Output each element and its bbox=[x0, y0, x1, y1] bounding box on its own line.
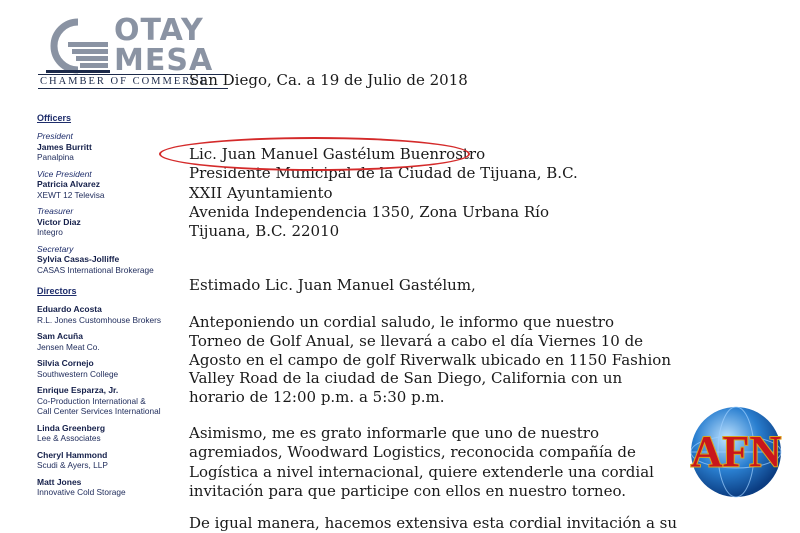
director-entry bbox=[37, 385, 187, 417]
director-name: Eduardo Acosta bbox=[37, 304, 102, 314]
paragraph-line: De igual manera, hacemos extensiva esta cordial invitación a su bbox=[189, 514, 678, 532]
director-entry bbox=[37, 450, 187, 471]
paragraph-line: Torneo de Golf Anual, se llevará a cabo el día Viernes 10 de bbox=[189, 331, 644, 350]
paragraph-extension bbox=[189, 514, 677, 533]
logo-mesa-text: MESA bbox=[114, 43, 214, 78]
paragraph-tournament bbox=[189, 313, 671, 407]
director-org: Lee & Associates bbox=[37, 433, 101, 443]
afn-letters bbox=[680, 400, 792, 500]
afn-watermark bbox=[680, 400, 792, 500]
recipient-city: Tijuana, B.C. 22010 bbox=[189, 222, 340, 241]
paragraph-line: Agosto en el campo de golf Riverwalk ubicado en 1150 Fashion bbox=[189, 350, 671, 369]
recipient-title: Presidente Municipal de la Ciudad de Tijuana, B.C. bbox=[189, 164, 578, 183]
officer-org: CASAS International Brokerage bbox=[37, 264, 154, 275]
logo-otay-text: OTAY bbox=[114, 13, 204, 48]
officer-role: Treasurer bbox=[37, 206, 74, 216]
director-entry bbox=[37, 477, 187, 498]
paragraph-line: Anteponiendo un cordial saludo, le informo que nuestro bbox=[189, 313, 615, 331]
officer-org: Integro bbox=[37, 227, 63, 237]
recipient-office: XXII Ayuntamiento bbox=[189, 183, 333, 202]
director-name: Matt Jones bbox=[37, 476, 82, 487]
director-entry bbox=[37, 423, 187, 444]
officer-entry bbox=[37, 206, 187, 238]
director-org: Co-Production International & bbox=[37, 395, 146, 406]
officer-org: XEWT 12 Televisa bbox=[37, 189, 105, 200]
officer-org: Panalpina bbox=[37, 152, 74, 162]
director-org: Scudi & Ayers, LLP bbox=[37, 460, 108, 470]
officers-heading: Officers bbox=[37, 113, 72, 123]
officer-entry bbox=[37, 169, 187, 201]
director-name: Sam Acuña bbox=[37, 331, 83, 341]
director-entry bbox=[37, 304, 187, 325]
director-org-line2: Call Center Services International bbox=[37, 406, 161, 416]
officer-name: Patricia Alvarez bbox=[37, 179, 100, 189]
director-name: Cheryl Hammond bbox=[37, 449, 108, 460]
afn-text: AFN bbox=[690, 427, 782, 476]
officer-role: Vice President bbox=[37, 168, 92, 179]
sidebar-officers-directors bbox=[37, 113, 187, 504]
letter-date: San Diego, Ca. a 19 de Julio de 2018 bbox=[189, 71, 468, 89]
paragraph-line: horario de 12:00 p.m. a 5:30 p.m. bbox=[189, 388, 445, 407]
paragraph-line: Valley Road de la ciudad de San Diego, California con un bbox=[189, 369, 623, 388]
logo-mark-icon bbox=[38, 16, 118, 74]
salutation: Estimado Lic. Juan Manuel Gastélum, bbox=[189, 276, 476, 294]
paragraph-invitation bbox=[189, 424, 654, 501]
director-org: Innovative Cold Storage bbox=[37, 487, 126, 497]
paragraph-line: invitación para que participe con ellos en nuestro torneo. bbox=[189, 481, 627, 500]
directors-heading: Directors bbox=[37, 286, 77, 296]
recipient-name: Lic. Juan Manuel Gastélum Buenrostro bbox=[189, 145, 486, 163]
director-entry bbox=[37, 331, 187, 352]
director-name: Silvia Cornejo bbox=[37, 358, 94, 368]
officer-entry bbox=[37, 244, 187, 276]
officer-name: Victor Diaz bbox=[37, 216, 81, 227]
director-entry bbox=[37, 358, 187, 379]
director-org: Jensen Meat Co. bbox=[37, 341, 100, 352]
paragraph-line: Asimismo, me es grato informarle que uno de nuestro bbox=[189, 424, 599, 442]
logo-subtitle: CHAMBER OF COMMERCE bbox=[38, 74, 228, 89]
paragraph-line: Logística a nivel internacional, quiere extenderle una cordial bbox=[189, 462, 654, 481]
director-org: R.L. Jones Customhouse Brokers bbox=[37, 314, 162, 325]
highlight-ellipse bbox=[159, 137, 470, 171]
recipient-street: Avenida Independencia 1350, Zona Urbana Río bbox=[189, 202, 549, 221]
paragraph-line: agremiados, Woodward Logistics, reconocida compañía de bbox=[189, 443, 636, 462]
director-name: Linda Greenberg bbox=[37, 422, 106, 433]
director-org: Southwestern College bbox=[37, 368, 119, 379]
officer-name: James Burritt bbox=[37, 141, 92, 152]
director-name: Enrique Esparza, Jr. bbox=[37, 385, 119, 395]
officer-role: Secretary bbox=[37, 243, 74, 254]
officer-name: Sylvia Casas-Jolliffe bbox=[37, 254, 120, 264]
officer-role: President bbox=[37, 131, 73, 141]
